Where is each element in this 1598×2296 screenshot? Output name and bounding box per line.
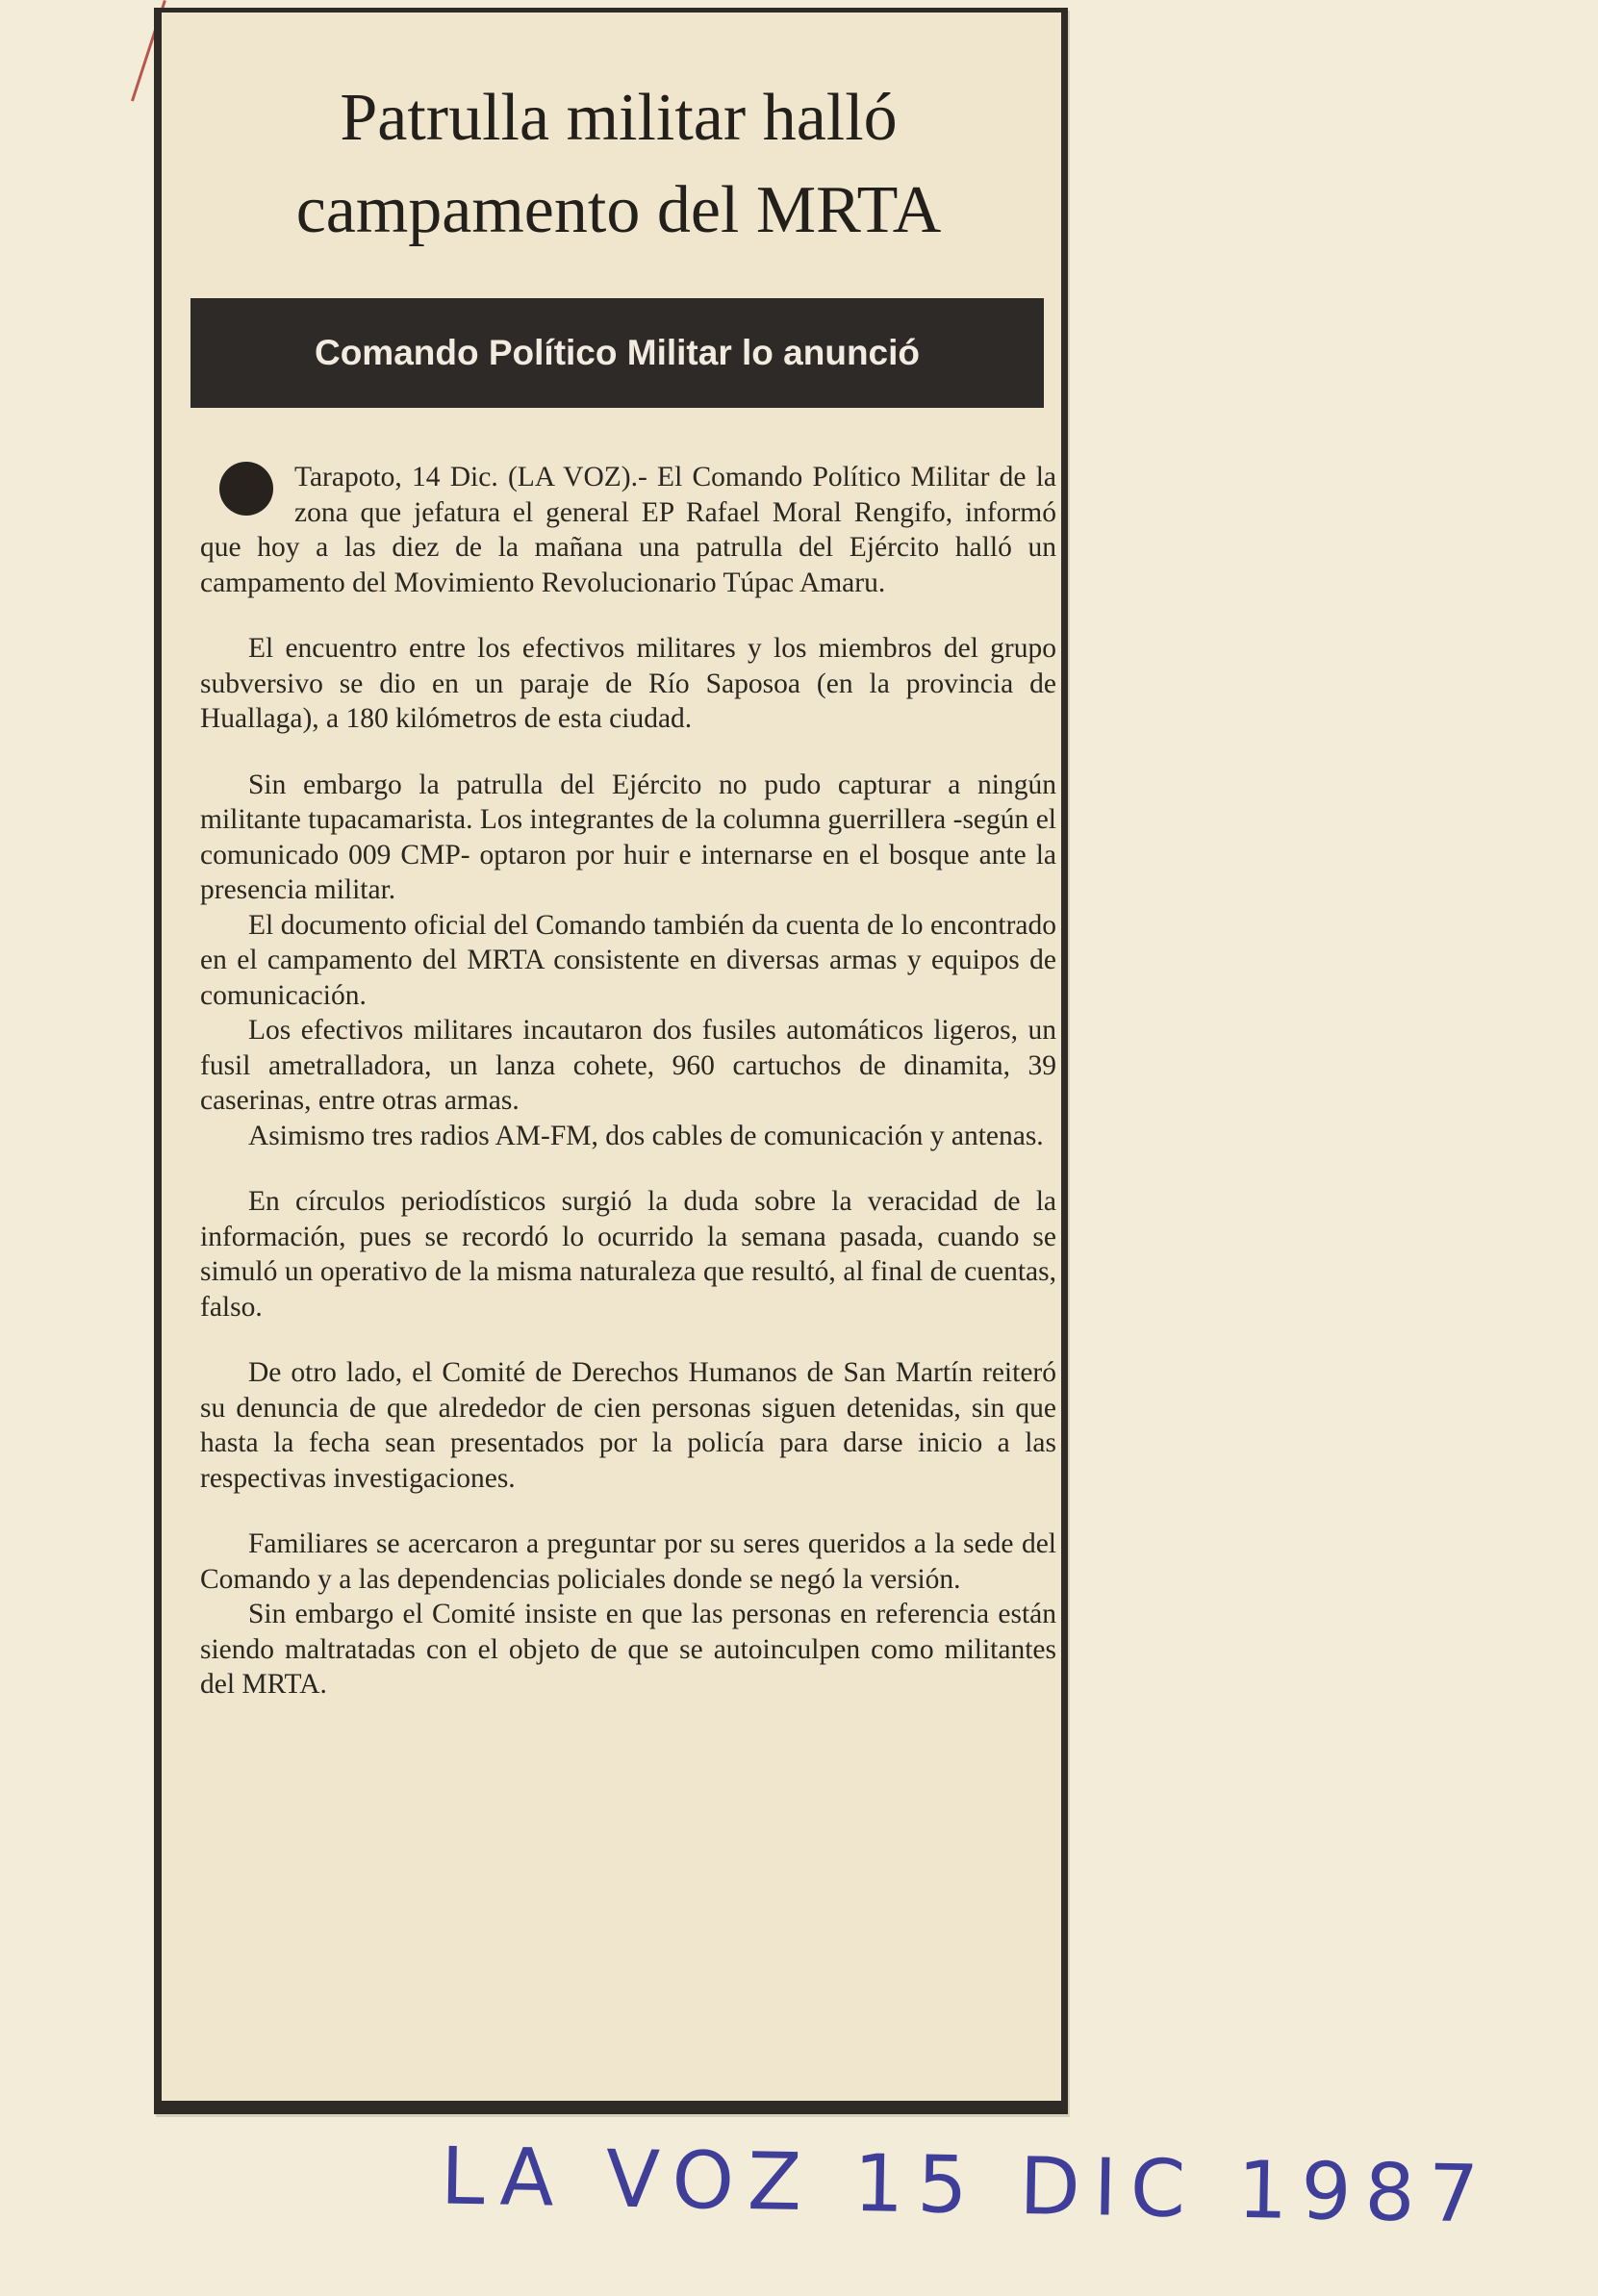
paragraph-5: Los efectivos militares incautaron dos fusiles automáticos ligeros, un fusil ametralladora, un lanza cohete, 960 cartuchos de dinamita, 39 caserinas, entre otras armas. bbox=[200, 1015, 1056, 1116]
handwritten-date-note: LA VOZ 15 DIC 1987 bbox=[440, 2131, 1493, 2241]
bullet-icon bbox=[219, 462, 273, 516]
subheadline-banner bbox=[190, 298, 1044, 408]
paragraph-6: Asimismo tres radios AM-FM, dos cables de comunicación y antenas. bbox=[248, 1120, 1044, 1151]
article-body bbox=[200, 460, 1056, 1703]
subheadline: Comando Político Militar lo anunció bbox=[314, 333, 921, 372]
headline-line-2: campamento del MRTA bbox=[295, 173, 942, 247]
paragraph-9: Familiares se acercaron a preguntar por su seres queridos a la sede del Comando y a las dependencias policiales donde se negó la versión. bbox=[200, 1528, 1056, 1595]
paragraph-1: Tarapoto, 14 Dic. (LA VOZ).- El Comando Político Militar de la zona que jefatura el general EP Rafael Moral Rengifo, informó que hoy a las diez de la mañana una patrulla del Ejército halló un campamento del Movimiento Revolucionario Túpac Amaru. bbox=[200, 462, 1056, 598]
paragraph-7: En círculos periodísticos surgió la duda sobre la veracidad de la información, pues se recordó lo ocurrido la semana pasada, cuando se simuló un operativo de la misma naturaleza que resultó, al final de cuentas, falso. bbox=[200, 1186, 1056, 1323]
paragraph-2: El encuentro entre los efectivos militares y los miembros del grupo subversivo se dio en un paraje de Río Saposoa (en la provincia de Huallaga), a 180 kilómetros de esta ciudad. bbox=[200, 633, 1056, 734]
headline-line-1: Patrulla militar halló bbox=[340, 81, 898, 155]
newspaper-clipping bbox=[154, 8, 1068, 2114]
headline bbox=[200, 72, 1037, 257]
paragraph-4: El documento oficial del Comando también da cuenta de lo encontrado en el campamento del MRTA consistente en diversas armas y equipos de comunicación. bbox=[200, 909, 1056, 1011]
paragraph-3: Sin embargo la patrulla del Ejército no pudo capturar a ningún militante tupacamarista. Los integrantes de la columna guerrillera -según el comunicado 009 CMP- optaron por huir e internarse en el bosque ante la presencia militar. bbox=[200, 769, 1056, 905]
paragraph-10: Sin embargo el Comité insiste en que las personas en referencia están siendo maltratadas con el objeto de que se autoinculpen como militantes del MRTA. bbox=[200, 1599, 1056, 1700]
paragraph-8: De otro lado, el Comité de Derechos Humanos de San Martín reiteró su denuncia de que alrededor de cien personas siguen detenidas, sin que hasta la fecha sean presentados por la policía para darse inicio a las respectivas investigaciones. bbox=[200, 1357, 1056, 1494]
